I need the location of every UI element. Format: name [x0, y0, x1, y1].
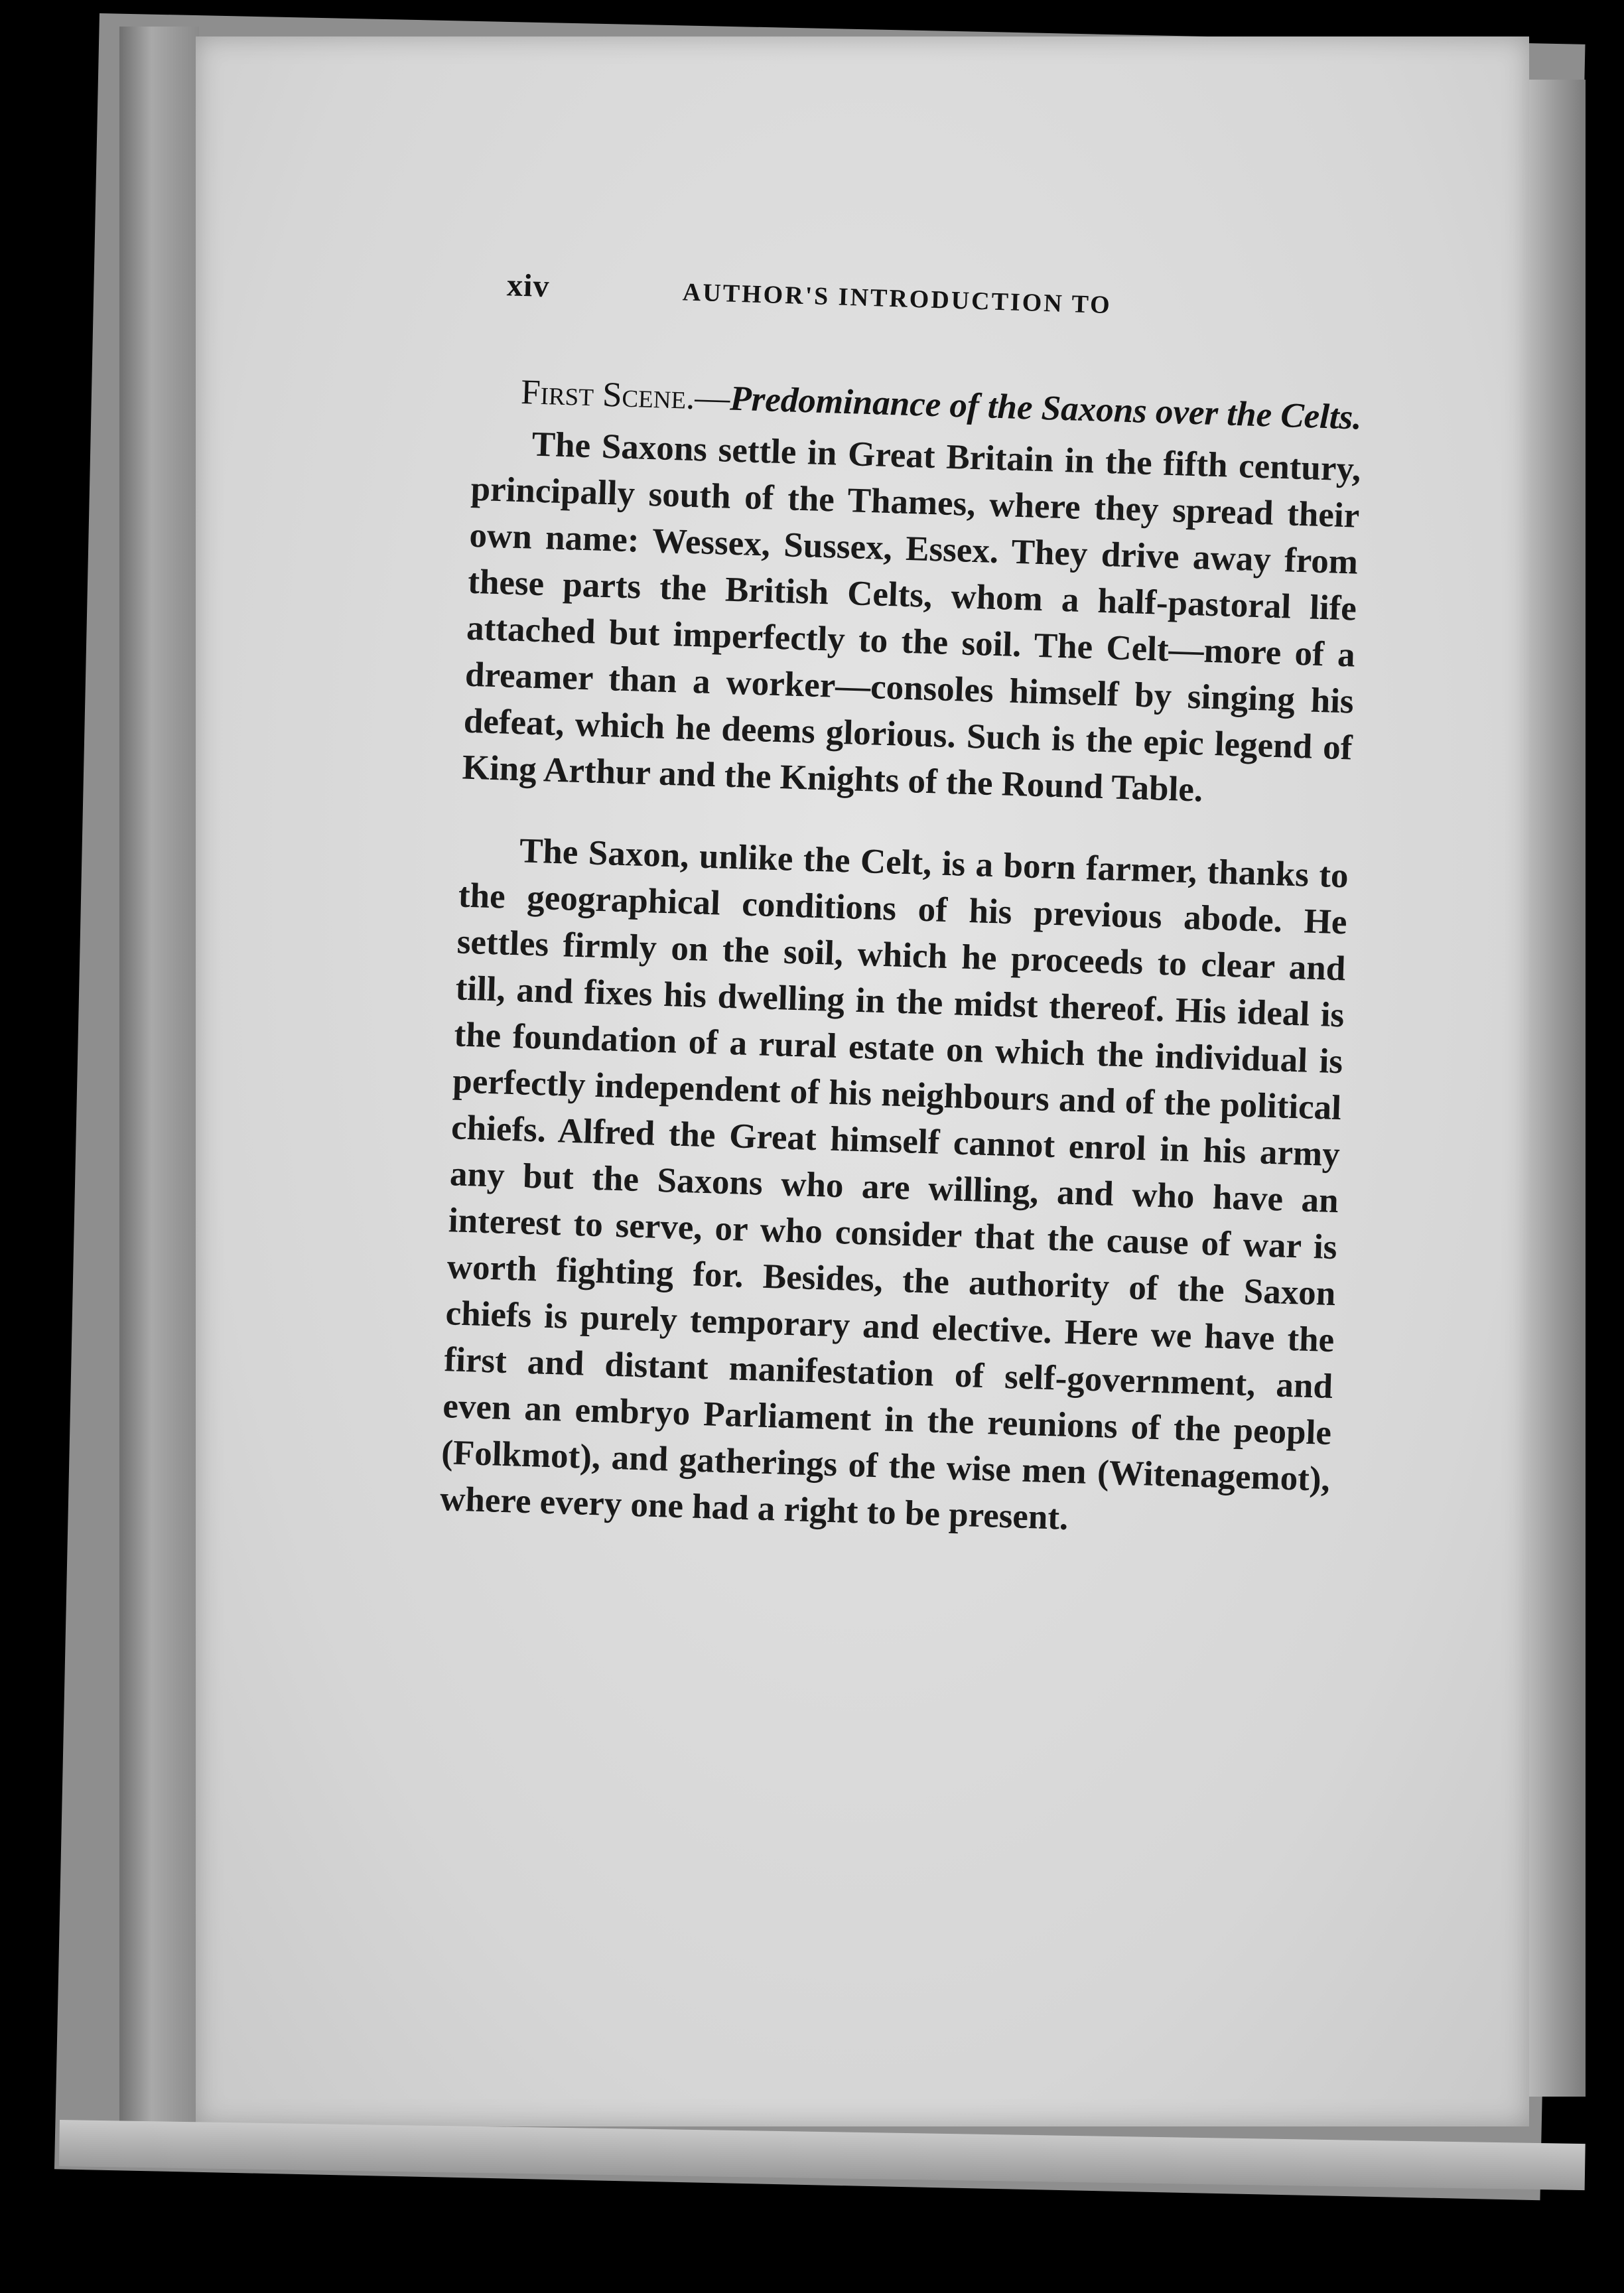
- scene-title: Predominance of the Saxons over the Celts.: [729, 379, 1363, 437]
- scene-dash: —: [694, 378, 731, 418]
- scene-label: First Scene.: [520, 373, 696, 417]
- running-title: AUTHOR'S INTRODUCTION TO: [682, 278, 1113, 320]
- page-content: [419, 265, 1387, 1585]
- book-spine-edge: [119, 27, 199, 2150]
- paragraph-2: The Saxon, unlike the Celt, is a born farmer, thanks to the geographical conditions of his previous abode. He settles firmly on the soil, which he proceeds to clear and till, and fixes his dwelling in the midst thereof. His ideal is the foundation of a rural estate on which the individual is perfectly independent of his neighbours and of the political chiefs. Alfred the Great himself cannot enrol in his army any but the Saxons who are willing, and who have an interest to serve, or who consider that the cause of war is worth fighting for. Besides, the authority of the Saxon chiefs is purely temporary and elective. Here we have the first and distant manifestation of self-government, and even an embryo Parliament in the reunions of the people (Folkmot), and gatherings of the wise men (Witenagemot), where every one had a right to be present.: [439, 831, 1349, 1537]
- page-right-edge: [1526, 80, 1586, 2097]
- page-number: xiv: [506, 267, 551, 305]
- paragraph-1: The Saxons settle in Great Britain in the fifth century, principally south of the Thames, where they spread their own name: Wessex, Sussex, Essex. They drive away from these parts the British Celts, whom a half-pastoral life attached but imperfectly to the soil. The Celt—more of a dreamer than a worker—consoles himself by singing his defeat, which he deems glorious. Such is the epic legend of King Arthur and the Knights of the Round Table.: [462, 425, 1362, 809]
